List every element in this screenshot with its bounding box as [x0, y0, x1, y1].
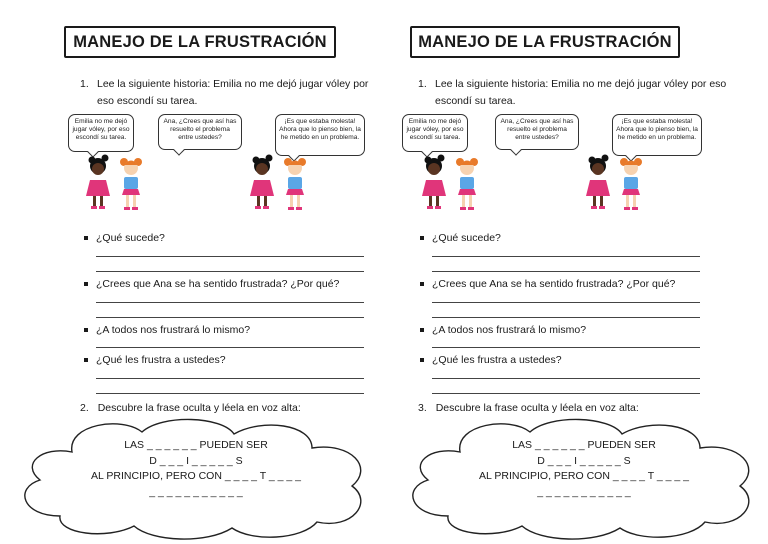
question-1-text: Lee la siguiente historia: Emilia no me dejó jugar vóley por eso escondí su tarea. [97, 78, 369, 107]
bullet-dot-icon [84, 236, 88, 240]
answer-line[interactable] [432, 256, 700, 257]
bullet-dot-icon [84, 328, 88, 332]
speech-bubble-emilia-story: Emilia no me dejó jugar vóley, por eso escondí su tarea. [402, 114, 468, 152]
question-2-text: Descubre la frase oculta y léela en voz alta: [97, 402, 301, 414]
bullet-question-text: ¿Qué les frustra a ustedes? [96, 354, 226, 366]
question-3-text: Descubre la frase oculta y léela en voz alta: [435, 402, 639, 414]
bullet-question-text: ¿Qué sucede? [96, 232, 165, 244]
bullet-question-text: ¿Crees que Ana se ha sentido frustrada? ¿Por qué? [432, 278, 676, 290]
cloud-line: _ _ _ _ _ _ _ _ _ _ _ [149, 485, 243, 498]
answer-line[interactable] [96, 317, 364, 318]
children-illustration-icon [246, 150, 310, 214]
speech-bubble-ana-reply: ¡Es que estaba molesta! Ahora que lo pienso bien, la he metido en un problema. [612, 114, 702, 156]
answer-line[interactable] [96, 302, 364, 303]
answer-line[interactable] [96, 256, 364, 257]
answer-line[interactable] [96, 347, 364, 348]
bullet-dot-icon [420, 328, 424, 332]
bullet-dot-icon [420, 236, 424, 240]
bullet-dot-icon [84, 358, 88, 362]
question-1-number: 1. [80, 78, 89, 90]
cloud-line: LAS _ _ _ _ _ _ PUEDEN SER [124, 439, 268, 451]
answer-line[interactable] [432, 271, 700, 272]
worksheet-title: MANEJO DE LA FRUSTRACIÓN [64, 26, 336, 58]
bullet-question-text: ¿Crees que Ana se ha sentido frustrada? ¿Por qué? [96, 278, 340, 290]
question-3-number: 3. [418, 402, 427, 414]
answer-line[interactable] [432, 347, 700, 348]
cloud-line: AL PRINCIPIO, PERO CON _ _ _ _ T _ _ _ _ [479, 470, 689, 482]
speech-bubble-teacher-question: Ana, ¿Crees que así has resuelto el problema entre ustedes? [158, 114, 242, 150]
answer-line[interactable] [432, 302, 700, 303]
answer-line[interactable] [96, 393, 364, 394]
question-1-number: 1. [418, 78, 427, 90]
cloud-line: _ _ _ _ _ _ _ _ _ _ _ [537, 485, 631, 498]
cloud-line: LAS _ _ _ _ _ _ PUEDEN SER [512, 439, 656, 451]
answer-line[interactable] [432, 393, 700, 394]
hidden-phrase-cloud [12, 412, 380, 542]
answer-line[interactable] [96, 378, 364, 379]
speech-bubble-ana-reply: ¡Es que estaba molesta! Ahora que lo pienso bien, la he metido en un problema. [275, 114, 365, 156]
question-1 [418, 76, 748, 110]
answer-line[interactable] [96, 271, 364, 272]
speech-bubble-teacher-question: Ana, ¿Crees que así has resuelto el problema entre ustedes? [495, 114, 579, 150]
children-illustration-icon [82, 150, 146, 214]
bullet-question-text: ¿A todos nos frustrará lo mismo? [96, 324, 251, 336]
question-2-number: 2. [80, 402, 89, 414]
answer-line[interactable] [432, 317, 700, 318]
children-illustration-icon [582, 150, 646, 214]
worksheet-title: MANEJO DE LA FRUSTRACIÓN [410, 26, 680, 58]
bullet-dot-icon [420, 282, 424, 286]
cloud-line: D _ _ _ I _ _ _ _ _ S [149, 454, 243, 467]
bullet-question-text: ¿Qué sucede? [432, 232, 501, 244]
bullet-question-text: ¿A todos nos frustrará lo mismo? [432, 324, 587, 336]
answer-line[interactable] [432, 378, 700, 379]
cloud-line: D _ _ _ I _ _ _ _ _ S [537, 454, 631, 467]
question-1 [80, 76, 376, 110]
bullet-dot-icon [420, 358, 424, 362]
speech-bubble-emilia-story: Emilia no me dejó jugar vóley, por eso escondí su tarea. [68, 114, 134, 152]
bullet-dot-icon [84, 282, 88, 286]
children-illustration-icon [418, 150, 482, 214]
hidden-phrase-cloud [400, 412, 768, 542]
worksheet-right [384, 0, 768, 544]
cloud-line: AL PRINCIPIO, PERO CON _ _ _ _ T _ _ _ _ [91, 470, 301, 482]
question-1-text: Lee la siguiente historia: Emilia no me dejó jugar vóley por eso escondí su tarea. [435, 78, 727, 107]
bullet-question-text: ¿Qué les frustra a ustedes? [432, 354, 562, 366]
